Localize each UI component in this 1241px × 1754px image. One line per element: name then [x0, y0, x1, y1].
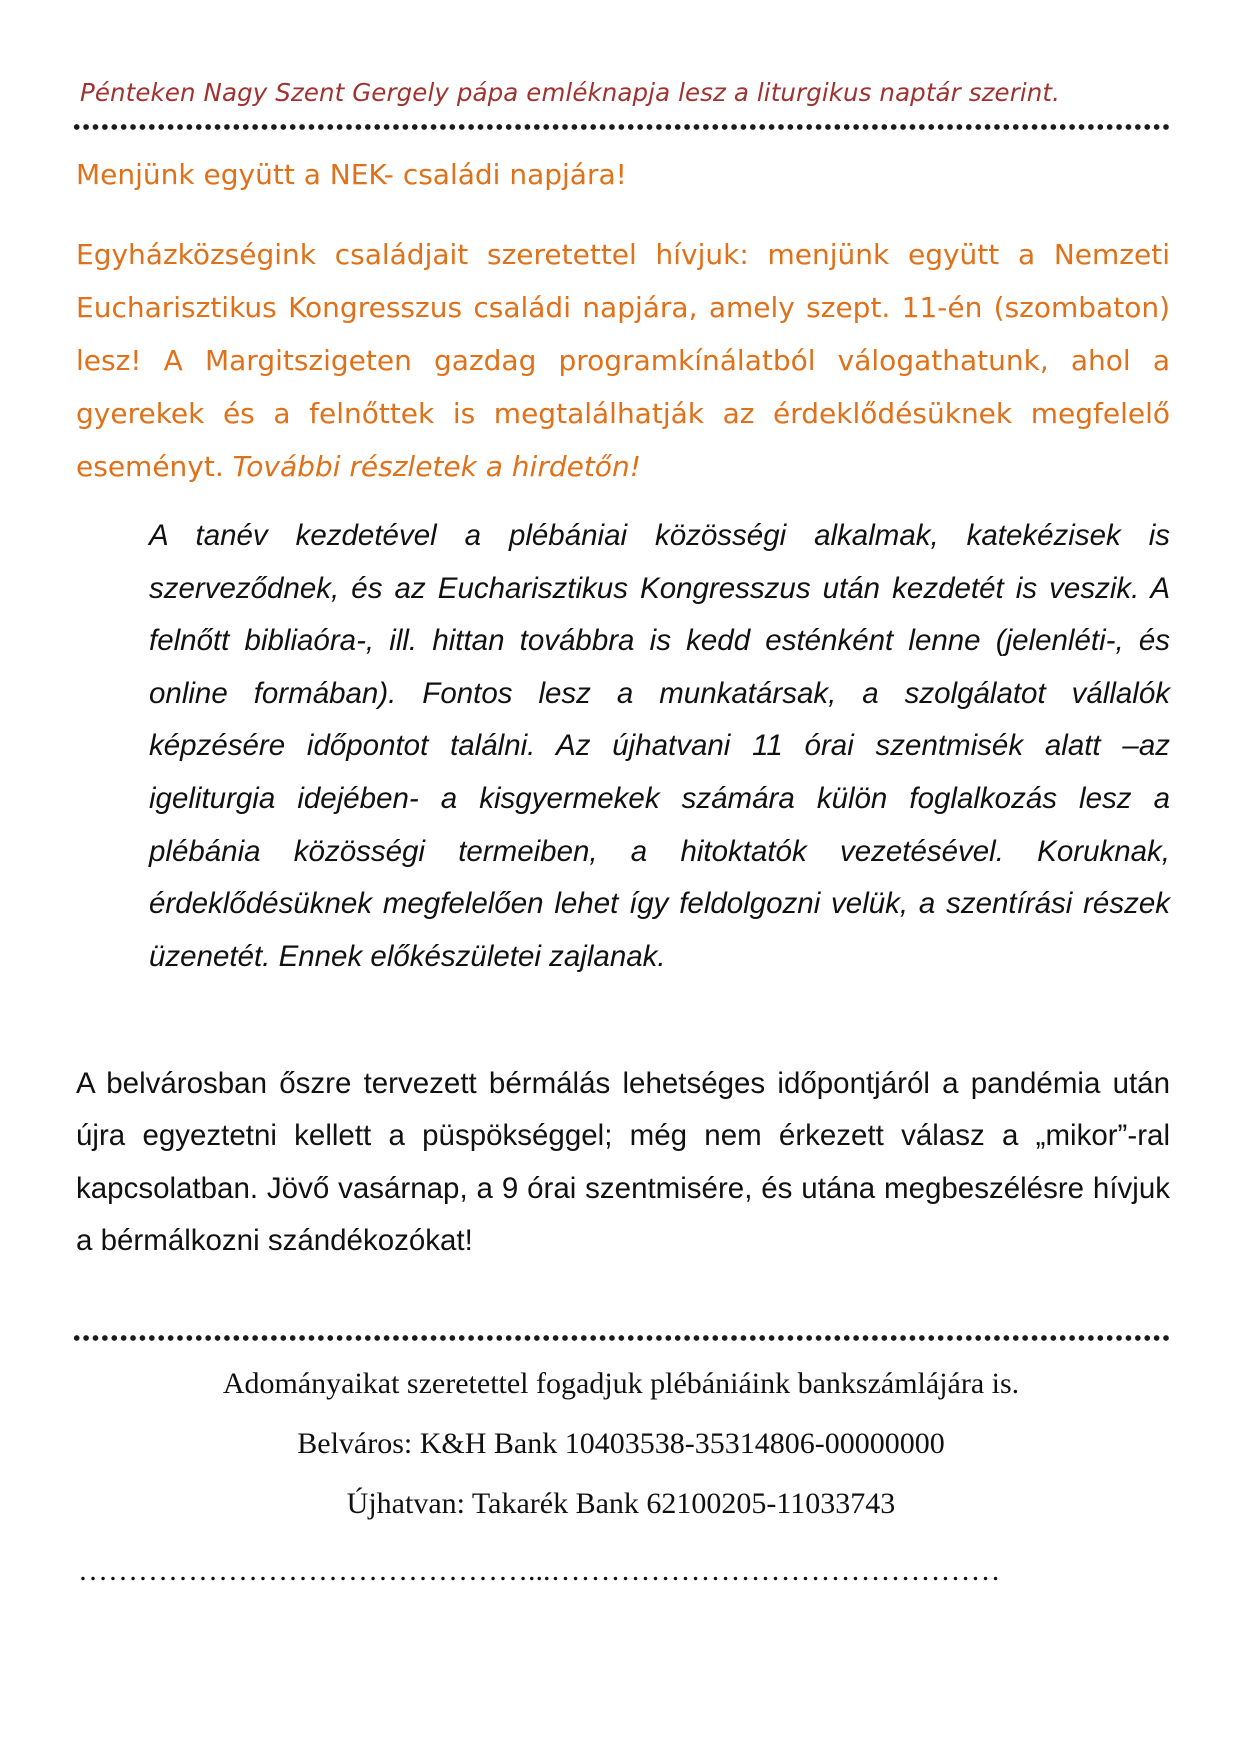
- bank-account-ujhatvan: Újhatvan: Takarék Bank 62100205-11033743: [346, 1487, 896, 1520]
- dotted-divider-top: [72, 124, 1170, 130]
- confirmation-paragraph: A belvárosban őszre tervezett bérmálás lehetséges időpontjáról a pandémia után újra egyeztetni kellett a püspökséggel; még nem érkezett válasz a „mikor”-ral kapcsolatban. Jövő vasárnap, a 9 órai szentmisére, és utána megbeszélésre hívjuk a bérmálkozni szándékozókat!: [76, 1067, 1170, 1258]
- feast-day-note: Pénteken Nagy Szent Gergely pápa emléknapja lesz a liturgikus naptár szerint.: [80, 78, 1061, 107]
- nek-heading: Menjünk együtt a NEK- családi napjára!: [76, 158, 627, 191]
- footer-dotted-line: ………………………………………...………………………………………: [78, 1554, 1001, 1587]
- nek-paragraph: [76, 228, 1170, 493]
- dotted-divider-bottom: [72, 1335, 1170, 1341]
- catechesis-paragraph: A tanév kezdetével a plébániai közösségi alkalmak, katekézisek is szerveződnek, és az Eucharisztikus Kongresszus után kezdetét is veszik. A felnőtt bibliaóra-, ill. hittan továbbra is kedd esténként lenne (jelenléti-, és online formában). Fontos lesz a munkatársak, a szolgálatot vállalók képzésére időpontot találni. Az újhatvani 11 órai szentmisék alatt –az igeliturgia idejében- a kisgyermekek számára külön foglalkozás lesz a plébánia közösségi termeiben, a hitoktatók vezetésével. Koruknak, érdeklődésüknek megfelelően lehet így feldolgozni velük, a szentírási részek üzenetét. Ennek előkészületei zajlanak.: [149, 519, 1170, 973]
- donation-intro: Adományaikat szeretettel fogadjuk plébániáink bankszámlájára is.: [222, 1367, 1020, 1400]
- nek-more-details: További részletek a hirdetőn!: [232, 450, 641, 483]
- bank-account-belvaros: Belváros: K&H Bank 10403538-35314806-00000000: [297, 1427, 945, 1460]
- nek-body-text: Egyházközségink családjait szeretettel hívjuk: menjünk együtt a Nemzeti Eucharisztikus Kongresszus családi napjára, amely szept. 11-én (szombaton) lesz! A Margitszigeten gazdag programkínálatból válogathatunk, ahol a gyerekek és a felnőttek is megtalálhatják az érdeklődésüknek megfelelő eseményt.: [76, 238, 1170, 483]
